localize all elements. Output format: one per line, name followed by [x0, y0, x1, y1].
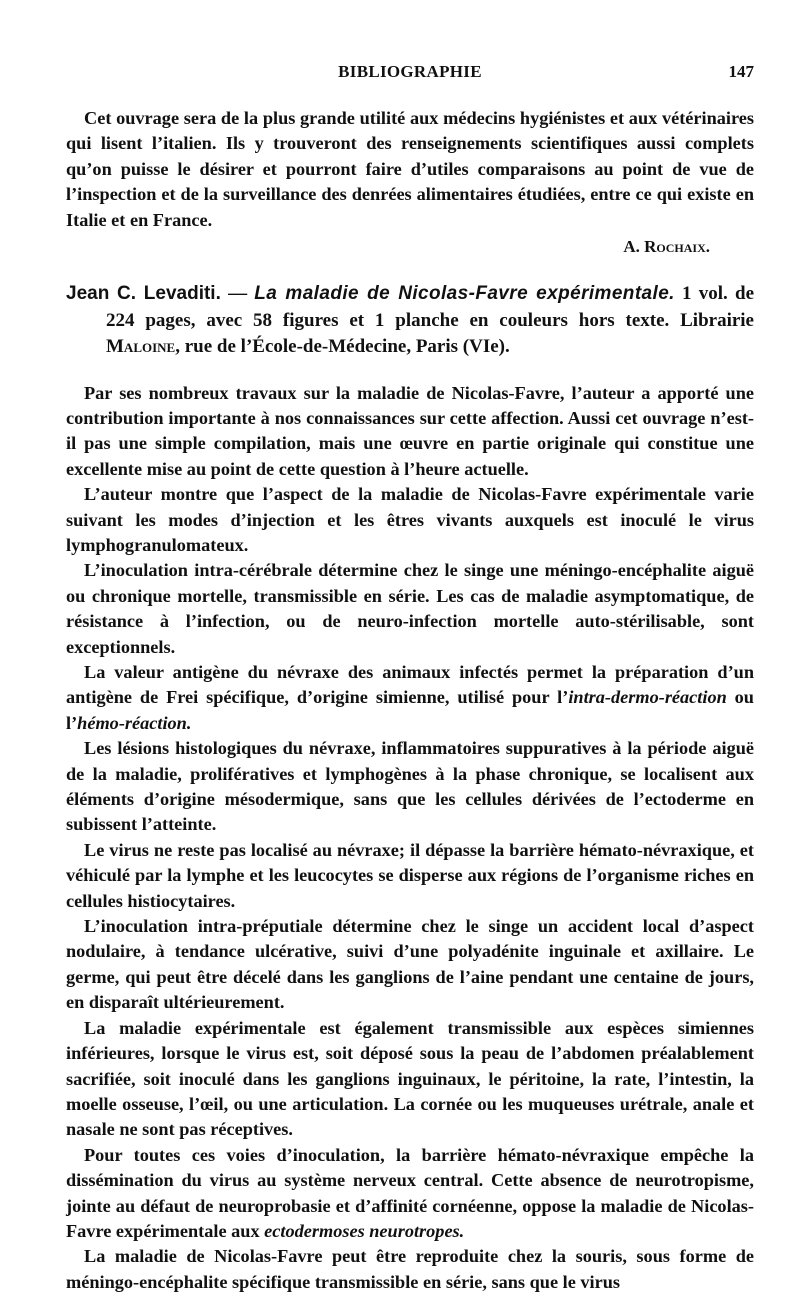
review-paragraph-4 [66, 660, 754, 736]
review-paragraph-8: La maladie expérimentale est également transmissible aux espèces simiennes inférieures, lorsque le virus est, soit déposé sous la peau de l’abdomen préalablement sacrifiée, soit inoculé dans les ganglions inguinaux, le péritoine, la rate, l’intestin, la moelle osseuse, l’œil, ou une articulation. La cornée ou les muqueuses urétrale, anale et nasale ne sont pas réceptives. [66, 1017, 754, 1140]
review-signature [66, 235, 710, 259]
review-paragraph-3: L’inoculation intra-cérébrale détermine chez le singe une méningo-encéphalite aiguë ou chronique mortelle, transmissible en série. Les cas de maladie asymptomatique, de résistance à l’infection, ou de neuro-infection mortelle auto-stérilisable, sont exceptionnels. [66, 560, 754, 657]
review-paragraph-6: Le virus ne reste pas localisé au névraxe; il dépasse la barrière hémato-névraxique, et véhiculé par la lymphe et les leucocytes se disperse aux régions de l’organisme riches en cellules histiocytaires. [66, 839, 754, 911]
p4-text-mid: ou l’ [66, 687, 754, 733]
publisher-name: Maloine [106, 336, 176, 358]
publisher-address: , rue de l’École-de-Médecine, Paris (VIe). [175, 336, 510, 358]
p9-text-start: Pour toutes ces voies d’inoculation, la barrière hémato-névraxique empêche la dissémination du virus au système nerveux central. Cette absence de neurotropisme, jointe au défaut de neuroprobasie et d’affinité cornéenne, oppose la maladie de Nicolas-Favre expérimentale aux [66, 1144, 754, 1241]
intro-review-paragraph: Cet ouvrage sera de la plus grande utilité aux médecins hygiénistes et aux vétérinaires qui lisent l’italien. Ils y trouveront des renseignements scientifiques aussi complets qu’on puisse le désirer et pourront faire d’utiles comparaisons au point de vue de l’inspection et de la surveillance des denrées alimentaires étudiées, entre ce qui existe en Italie et en France. [66, 108, 754, 230]
page-header [66, 62, 754, 88]
review-paragraph-1: Par ses nombreux travaux sur la maladie de Nicolas-Favre, l’auteur a apporté une contribution importante à nos connaissances sur cette affection. Aussi cet ouvrage n’est-il pas une simple compilation, mais une œuvre en partie originale qui constitue une excellente mise au point de cette question à l’heure actuelle. [66, 382, 754, 479]
review-paragraph-9 [66, 1143, 754, 1245]
review-paragraph-2: L’auteur montre que l’aspect de la maladie de Nicolas-Favre expérimentale varie suivant les modes d’injection et les êtres vivants auxquels est inoculé le virus lymphogranulomateux. [66, 484, 754, 555]
book-details: 1 vol. de 224 pages, avec 58 figures et 1 planche en couleurs hors texte. Librairie [106, 283, 755, 331]
page-number: 147 [728, 62, 754, 81]
review-paragraph-7: L’inoculation intra-préputiale détermine chez le singe un accident local d’aspect nodulaire, à tendance ulcérative, suivi d’une polyadénite inguinale et axillaire. Le germe, qui peut être décelé dans les ganglions de l’aine pendant une centaine de jours, en disparaît ultérieurement. [66, 916, 754, 1013]
running-title: BIBLIOGRAPHIE [338, 62, 482, 81]
book-title: La maladie de Nicolas-Favre expérimentale. [254, 283, 675, 305]
signature-initial: A. [623, 237, 645, 257]
signature-name: Rochaix. [644, 237, 710, 257]
p4-emphasis-hemo: hémo-réaction. [77, 712, 192, 733]
review-paragraph-10: La maladie de Nicolas-Favre peut être reproduite chez la souris, sous forme de méningo-encéphalite spécifique transmissible en série, sans que le virus [66, 1246, 754, 1292]
review-paragraph-5: Les lésions histologiques du névraxe, inflammatoires suppuratives à la période aiguë de la maladie, prolifératives et lymphogènes à la phase chronique, se localisent aux éléments d’origine mésodermique, sans que les cellules dérivées de l’ectoderme en subissent l’atteinte. [66, 738, 754, 835]
bibliographic-entry [66, 281, 754, 361]
book-review [66, 381, 754, 1296]
p4-emphasis-intradermo: intra-dermo-réaction [568, 687, 727, 708]
p9-emphasis: ectodermoses neurotropes. [264, 1220, 465, 1241]
p4-text-start: La valeur antigène du névraxe des animaux infectés permet la préparation d’un antigène de Frei spécifique, d’origine simienne, utilisé pour l’ [66, 662, 754, 708]
book-author: Jean C. Levaditi. [66, 283, 221, 305]
entry-dash: — [220, 283, 255, 305]
document-page [66, 62, 754, 1295]
